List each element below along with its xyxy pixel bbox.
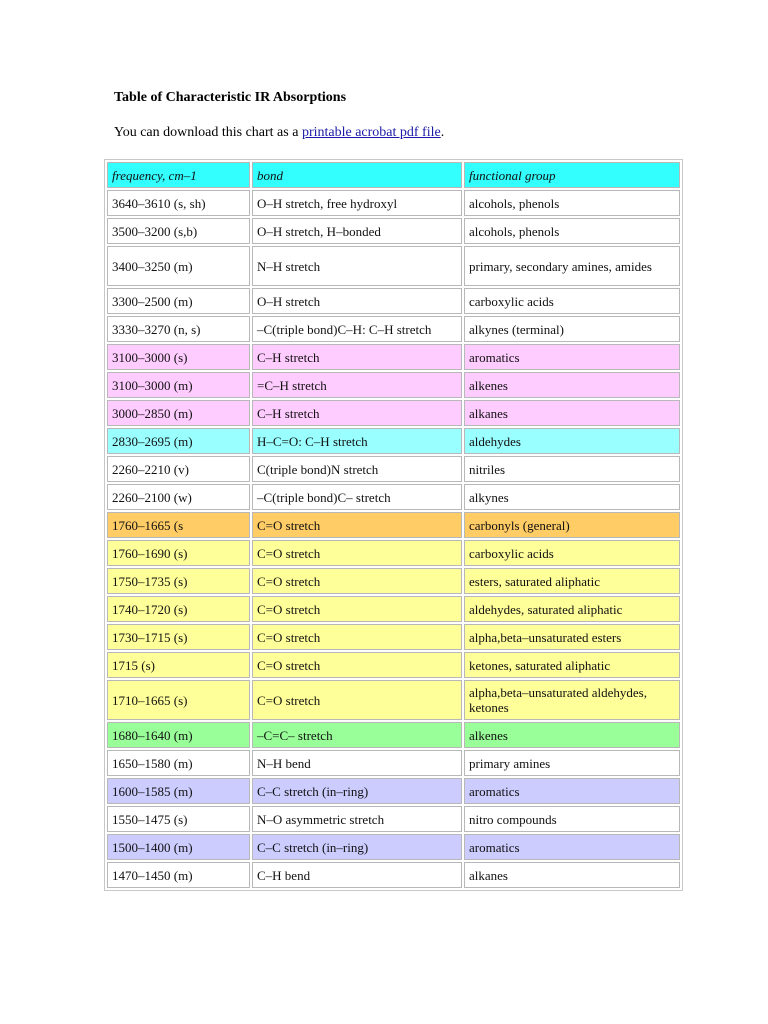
cell-bond: C=O stretch	[252, 596, 462, 622]
cell-frequency: 3100–3000 (s)	[107, 344, 250, 370]
cell-functional-group: nitro compounds	[464, 806, 680, 832]
cell-functional-group: carboxylic acids	[464, 540, 680, 566]
cell-bond: C=O stretch	[252, 652, 462, 678]
table-row	[107, 862, 680, 888]
cell-bond: C=O stretch	[252, 624, 462, 650]
cell-functional-group: primary, secondary amines, amides	[464, 246, 680, 286]
ir-absorption-table	[104, 159, 683, 891]
cell-frequency: 2260–2100 (w)	[107, 484, 250, 510]
cell-bond: C–C stretch (in–ring)	[252, 778, 462, 804]
table-row	[107, 246, 680, 286]
cell-functional-group: alcohols, phenols	[464, 190, 680, 216]
table-row	[107, 652, 680, 678]
table-row	[107, 568, 680, 594]
cell-functional-group: aldehydes	[464, 428, 680, 454]
cell-bond: C=O stretch	[252, 680, 462, 720]
table-row	[107, 778, 680, 804]
table-row	[107, 344, 680, 370]
cell-functional-group: alkanes	[464, 400, 680, 426]
cell-frequency: 3300–2500 (m)	[107, 288, 250, 314]
cell-bond: N–H bend	[252, 750, 462, 776]
cell-bond: C(triple bond)N stretch	[252, 456, 462, 482]
cell-functional-group: esters, saturated aliphatic	[464, 568, 680, 594]
cell-frequency: 1740–1720 (s)	[107, 596, 250, 622]
table-row	[107, 750, 680, 776]
cell-frequency: 3000–2850 (m)	[107, 400, 250, 426]
header-functional-group: functional group	[464, 162, 680, 188]
table-row	[107, 834, 680, 860]
cell-bond: O–H stretch, H–bonded	[252, 218, 462, 244]
cell-frequency: 1760–1690 (s)	[107, 540, 250, 566]
table-row	[107, 484, 680, 510]
cell-frequency: 1680–1640 (m)	[107, 722, 250, 748]
cell-frequency: 3500–3200 (s,b)	[107, 218, 250, 244]
cell-frequency: 1750–1735 (s)	[107, 568, 250, 594]
cell-functional-group: aromatics	[464, 834, 680, 860]
cell-frequency: 3400–3250 (m)	[107, 246, 250, 286]
table-row	[107, 596, 680, 622]
intro-suffix: .	[440, 125, 445, 140]
cell-frequency: 1760–1665 (s	[107, 512, 250, 538]
cell-functional-group: ketones, saturated aliphatic	[464, 652, 680, 678]
cell-bond: C=O stretch	[252, 568, 462, 594]
intro-prefix: You can download this chart as a	[114, 125, 302, 140]
cell-functional-group: alkanes	[464, 862, 680, 888]
cell-frequency: 3640–3610 (s, sh)	[107, 190, 250, 216]
cell-frequency: 1500–1400 (m)	[107, 834, 250, 860]
cell-functional-group: carboxylic acids	[464, 288, 680, 314]
cell-frequency: 1470–1450 (m)	[107, 862, 250, 888]
cell-frequency: 1730–1715 (s)	[107, 624, 250, 650]
cell-bond: =C–H stretch	[252, 372, 462, 398]
table-row	[107, 288, 680, 314]
table-row	[107, 624, 680, 650]
cell-functional-group: alkenes	[464, 722, 680, 748]
cell-functional-group: aldehydes, saturated aliphatic	[464, 596, 680, 622]
table-row	[107, 540, 680, 566]
page-title: Table of Characteristic IR Absorptions	[114, 90, 347, 105]
table-header-row	[107, 162, 680, 188]
table-row	[107, 680, 680, 720]
cell-bond: –C=C– stretch	[252, 722, 462, 748]
cell-bond: N–H stretch	[252, 246, 462, 286]
cell-bond: C=O stretch	[252, 512, 462, 538]
cell-bond: O–H stretch, free hydroxyl	[252, 190, 462, 216]
cell-frequency: 1715 (s)	[107, 652, 250, 678]
cell-bond: C=O stretch	[252, 540, 462, 566]
header-frequency: frequency, cm–1	[107, 162, 250, 188]
cell-bond: –C(triple bond)C– stretch	[252, 484, 462, 510]
cell-frequency: 1600–1585 (m)	[107, 778, 250, 804]
table-row	[107, 218, 680, 244]
cell-functional-group: primary amines	[464, 750, 680, 776]
cell-functional-group: aromatics	[464, 344, 680, 370]
cell-bond: C–H stretch	[252, 344, 462, 370]
cell-functional-group: carbonyls (general)	[464, 512, 680, 538]
cell-bond: C–H stretch	[252, 400, 462, 426]
cell-functional-group: alpha,beta–unsaturated aldehydes, ketones	[464, 680, 680, 720]
table-row	[107, 806, 680, 832]
table-row	[107, 372, 680, 398]
cell-frequency: 1550–1475 (s)	[107, 806, 250, 832]
cell-functional-group: alkynes	[464, 484, 680, 510]
cell-functional-group: alcohols, phenols	[464, 218, 680, 244]
cell-functional-group: alpha,beta–unsaturated esters	[464, 624, 680, 650]
table-row	[107, 190, 680, 216]
cell-functional-group: aromatics	[464, 778, 680, 804]
cell-functional-group: alkynes (terminal)	[464, 316, 680, 342]
cell-frequency: 2260–2210 (v)	[107, 456, 250, 482]
cell-functional-group: alkenes	[464, 372, 680, 398]
header-bond: bond	[252, 162, 462, 188]
cell-bond: H–C=O: C–H stretch	[252, 428, 462, 454]
cell-frequency: 2830–2695 (m)	[107, 428, 250, 454]
cell-frequency: 3330–3270 (n, s)	[107, 316, 250, 342]
table-row	[107, 400, 680, 426]
cell-bond: N–O asymmetric stretch	[252, 806, 462, 832]
cell-bond: C–C stretch (in–ring)	[252, 834, 462, 860]
intro-text	[114, 125, 444, 141]
cell-functional-group: nitriles	[464, 456, 680, 482]
cell-frequency: 1650–1580 (m)	[107, 750, 250, 776]
table-row	[107, 316, 680, 342]
cell-bond: –C(triple bond)C–H: C–H stretch	[252, 316, 462, 342]
cell-bond: C–H bend	[252, 862, 462, 888]
cell-bond: O–H stretch	[252, 288, 462, 314]
cell-frequency: 1710–1665 (s)	[107, 680, 250, 720]
pdf-download-link[interactable]: printable acrobat pdf file	[301, 125, 441, 140]
cell-frequency: 3100–3000 (m)	[107, 372, 250, 398]
table-row	[107, 722, 680, 748]
table-row	[107, 428, 680, 454]
table-row	[107, 456, 680, 482]
table-row	[107, 512, 680, 538]
